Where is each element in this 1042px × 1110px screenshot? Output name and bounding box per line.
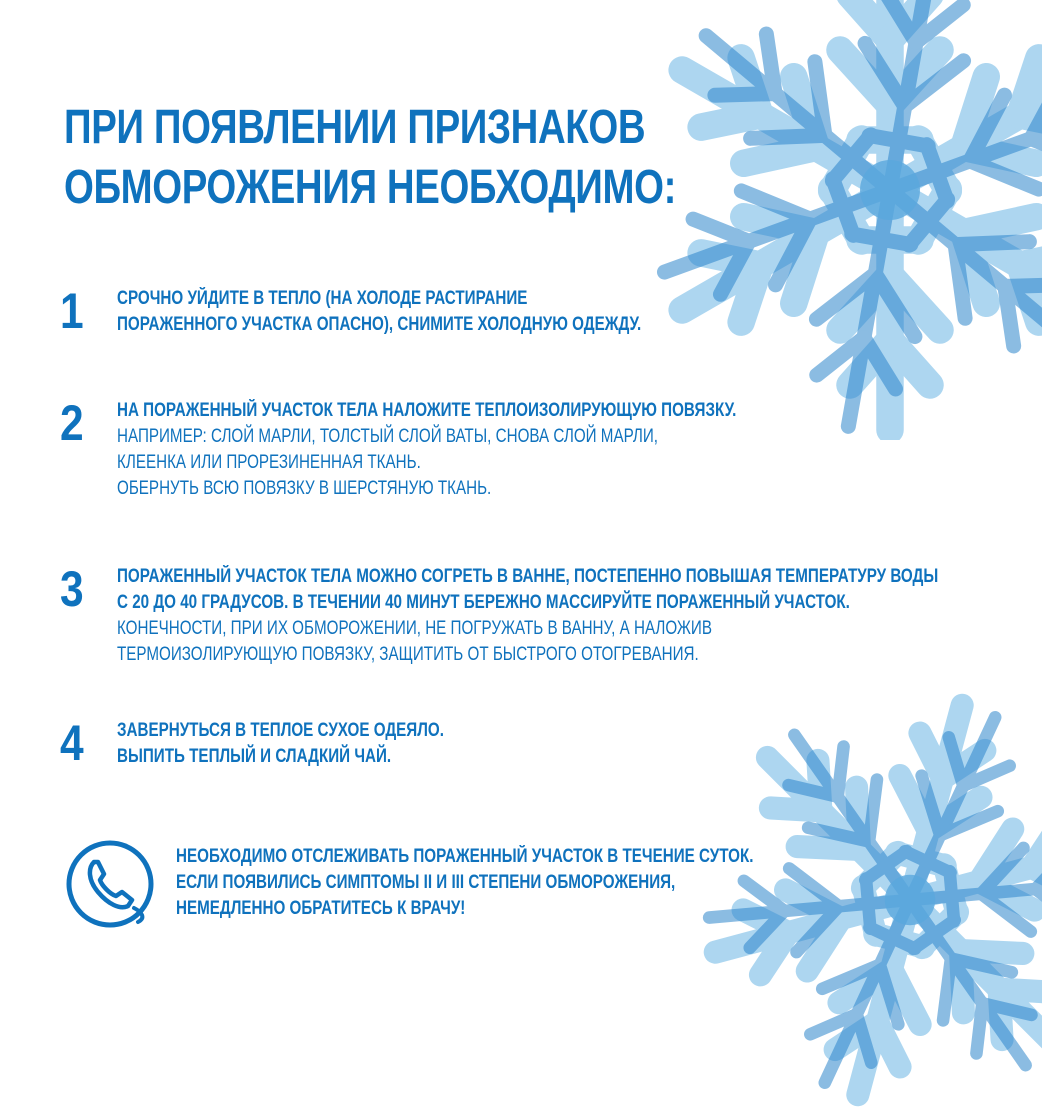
step-number: 1 xyxy=(60,283,84,339)
step-bold-line: ПОРАЖЕННЫЙ УЧАСТОК ТЕЛА МОЖНО СОГРЕТЬ В ВАННЕ, ПОСТЕПЕННО ПОВЫШАЯ ТЕМПЕРАТУРУ ВОДЫ xyxy=(117,566,939,587)
step-normal-line: ТЕРМОИЗОЛИРУЮЩУЮ ПОВЯЗКУ, ЗАЩИТИТЬ ОТ БЫСТРОГО ОТОГРЕВАНИЯ. xyxy=(117,644,699,665)
snowflake-icon xyxy=(640,0,1042,440)
step-number: 2 xyxy=(60,395,84,451)
step-bold-line: С 20 ДО 40 ГРАДУСОВ. В ТЕЧЕНИИ 40 МИНУТ БЕРЕЖНО МАССИРУЙТЕ ПОРАЖЕННЫЙ УЧАСТОК. xyxy=(117,592,850,613)
step-bold-line: ЗАВЕРНУТЬСЯ В ТЕПЛОЕ СУХОЕ ОДЕЯЛО. xyxy=(117,720,444,741)
step-normal-line: КЛЕЕНКА ИЛИ ПРОРЕЗИНЕННАЯ ТКАНЬ. xyxy=(117,452,421,473)
step-bold-line: НА ПОРАЖЕННЫЙ УЧАСТОК ТЕЛА НАЛОЖИТЕ ТЕПЛОИЗОЛИРУЮЩУЮ ПОВЯЗКУ. xyxy=(117,400,737,421)
note-line: НЕОБХОДИМО ОТСЛЕЖИВАТЬ ПОРАЖЕННЫЙ УЧАСТОК В ТЕЧЕНИЕ СУТОК. xyxy=(176,846,754,867)
warning-note xyxy=(176,844,753,922)
step-number: 4 xyxy=(60,715,84,771)
step-bold-line: СРОЧНО УЙДИТЕ В ТЕПЛО (НА ХОЛОДЕ РАСТИРАНИЕ xyxy=(117,288,528,309)
step-text xyxy=(117,564,938,668)
phone-icon xyxy=(64,838,156,930)
step-normal-line: НАПРИМЕР: СЛОЙ МАРЛИ, ТОЛСТЫЙ СЛОЙ ВАТЫ, СНОВА СЛОЙ МАРЛИ, xyxy=(117,426,659,447)
note-line: ЕСЛИ ПОЯВИЛИСЬ СИМПТОМЫ II И III СТЕПЕНИ ОБМОРОЖЕНИЯ, xyxy=(176,872,676,893)
title-line-1: ПРИ ПОЯВЛЕНИИ ПРИЗНАКОВ xyxy=(64,101,646,154)
step-normal-line: ОБЕРНУТЬ ВСЮ ПОВЯЗКУ В ШЕРСТЯНУЮ ТКАНЬ. xyxy=(117,478,492,499)
step-bold-line: ВЫПИТЬ ТЕПЛЫЙ И СЛАДКИЙ ЧАЙ. xyxy=(117,746,392,767)
step-text xyxy=(117,718,444,770)
title-line-2: ОБМОРОЖЕНИЯ НЕОБХОДИМО: xyxy=(64,161,676,214)
step-text xyxy=(117,398,736,502)
step-bold-line: ПОРАЖЕННОГО УЧАСТКА ОПАСНО), СНИМИТЕ ХОЛОДНУЮ ОДЕЖДУ. xyxy=(117,314,642,335)
step-number: 3 xyxy=(60,561,84,617)
step-text xyxy=(117,286,641,338)
page-title xyxy=(64,98,676,218)
note-line: НЕМЕДЛЕННО ОБРАТИТЕСЬ К ВРАЧУ! xyxy=(176,898,466,919)
step-normal-line: КОНЕЧНОСТИ, ПРИ ИХ ОБМОРОЖЕНИИ, НЕ ПОГРУЖАТЬ В ВАННУ, А НАЛОЖИВ xyxy=(117,618,712,639)
